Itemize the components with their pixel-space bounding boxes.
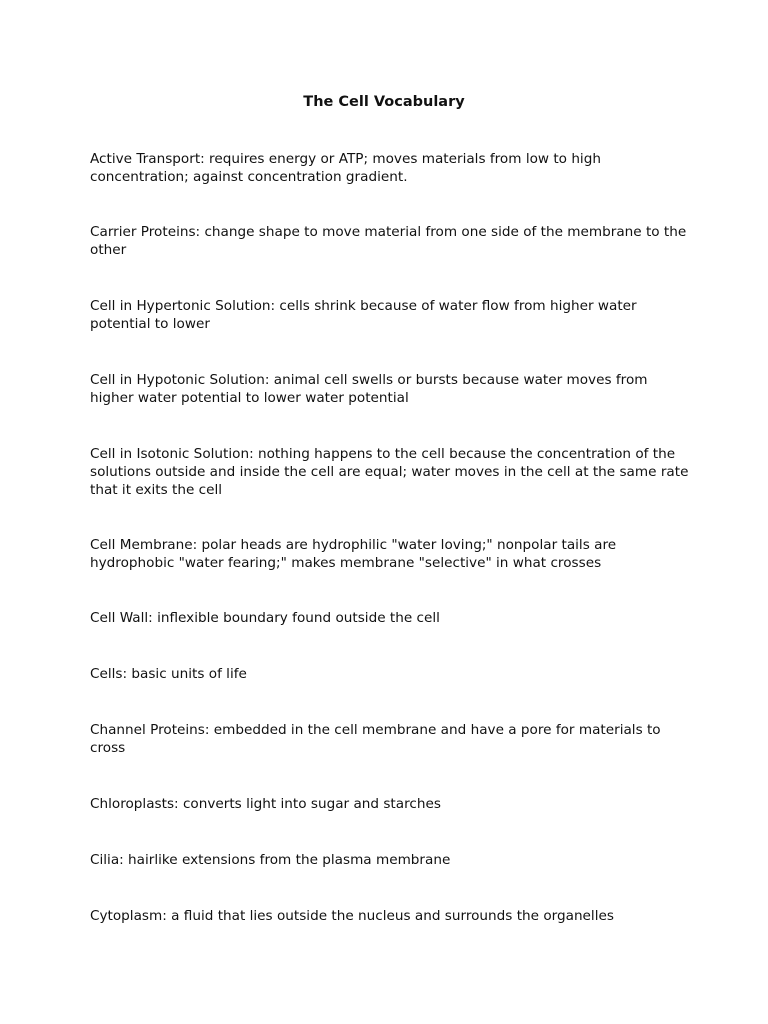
vocab-entry-hypotonic-solution: Cell in Hypotonic Solution: animal cell swells or bursts because water moves from higher water potential to lower water potential (90, 372, 648, 406)
vocab-entry-cell-wall: Cell Wall: inflexible boundary found outside the cell (90, 610, 440, 626)
vocab-entry-cells: Cells: basic units of life (90, 666, 247, 682)
vocab-entry-cell-membrane: Cell Membrane: polar heads are hydrophilic "water loving;" nonpolar tails are hydrophobic "water fearing;" makes membrane "selective" in what crosses (90, 537, 617, 571)
vocab-entry-chloroplasts: Chloroplasts: converts light into sugar and starches (90, 796, 441, 812)
vocab-entry-cilia: Cilia: hairlike extensions from the plasma membrane (90, 852, 451, 868)
vocab-entry-channel-proteins: Channel Proteins: embedded in the cell membrane and have a pore for materials to cross (90, 722, 661, 756)
vocab-entry-isotonic-solution: Cell in Isotonic Solution: nothing happens to the cell because the concentration of the solutions outside and inside the cell are equal; water moves in the cell at the same rate that it exits the cell (90, 446, 689, 498)
vocab-entry-cytoplasm: Cytoplasm: a fluid that lies outside the nucleus and surrounds the organelles (90, 908, 614, 924)
vocab-entry-carrier-proteins: Carrier Proteins: change shape to move material from one side of the membrane to the other (90, 224, 687, 258)
vocab-entry-hypertonic-solution: Cell in Hypertonic Solution: cells shrink because of water flow from higher water potential to lower (90, 298, 637, 332)
page-title: The Cell Vocabulary (303, 94, 465, 110)
vocab-entry-active-transport: Active Transport: requires energy or ATP; moves materials from low to high concentration; against concentration gradient. (90, 151, 601, 185)
